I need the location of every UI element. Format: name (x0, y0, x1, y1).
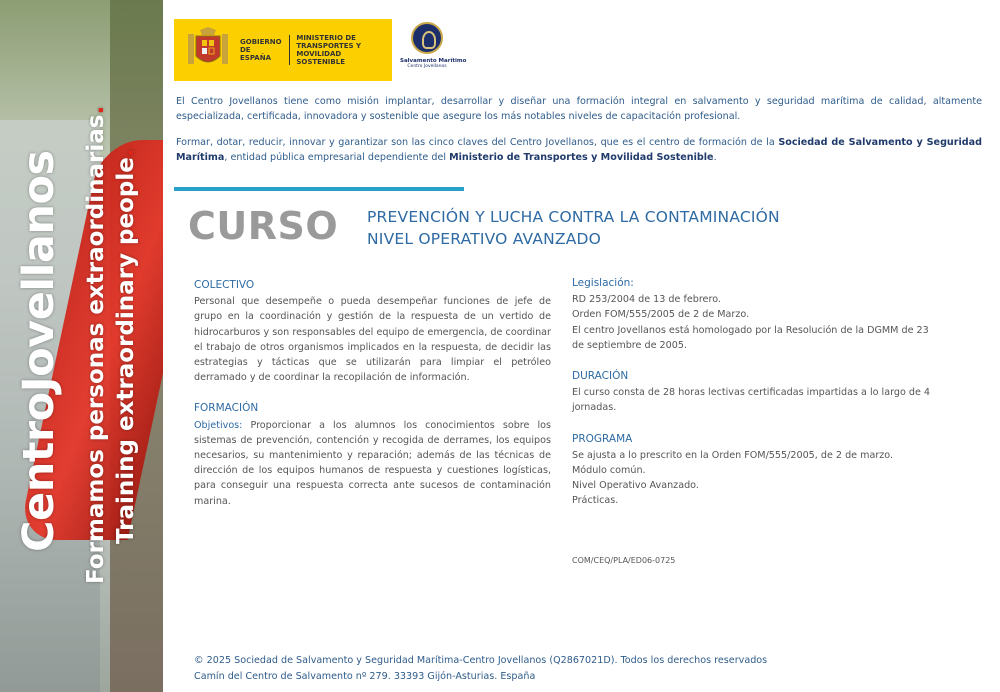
footer (194, 653, 767, 685)
side-photo (0, 0, 163, 692)
duracion-text: El curso consta de 28 horas lectivas certificadas impartidas a lo largo de 4 jornadas. (572, 387, 931, 414)
colectivo-heading: COLECTIVO (194, 279, 255, 291)
gobierno-label: GOBIERNO DE ESPAÑA (240, 38, 282, 62)
curso-label: CURSO (188, 204, 339, 248)
intro-mission: El Centro Jovellanos tiene como misión implantar, desarrollar y diseñar una formación integral en salvamento y seguridad marítima de calidad, altamente especializada, certificada, innovadora y sostenible que asegure los más notables niveles de capacitación profesional. (176, 96, 982, 122)
course-title-line1: PREVENCIÓN Y LUCHA CONTRA LA CONTAMINACIÓN (367, 208, 780, 226)
salvamento-emblem-icon (411, 22, 443, 54)
programa-item: Se ajusta a lo prescrito en la Orden FOM/555/2005, de 2 de marzo. (572, 449, 894, 461)
formacion-heading: FORMACIÓN (194, 402, 259, 415)
intro-keys: Formar, dotar, reducir, innovar y garantizar son las cinco claves del Centro Jovellanos, que es el centro de formación de la Sociedad de Salvamento y Seguridad Marítima, entidad pública empresarial dependiente del Ministerio de Transportes y Movilidad Sostenible. (176, 137, 982, 163)
footer-address: Camín del Centro de Salvamento nº 279. 33393 Gijón-Asturias. España (194, 671, 536, 682)
link-sociedad: Sociedad de Salvamento y Seguridad Marítima (176, 137, 982, 163)
left-column (194, 278, 551, 525)
colectivo-text: Personal que desempeñe o pueda desempeñar funciones de jefe de grupo en la coordinación y gestión de la respuesta de un vertido de hidrocarburos y son responsables del equipo de emergencia, de coordinar el trabajo de otros organismos implicados en la respuesta, de decidir las estrategias y tácticas que se utilizarán para limpiar el petróleo derramado y de coordinar la recopilación de información. (194, 296, 551, 384)
programa-heading: PROGRAMA (572, 432, 633, 445)
footer-copyright: © 2025 Sociedad de Salvamento y Seguridad Marítima-Centro Jovellanos (Q2867021D). Todos los derechos reservados (194, 655, 768, 666)
document-code: COM/CEQ/PLA/ED06-0725 (572, 556, 676, 565)
gov-divider (289, 35, 290, 65)
gobierno-logo (174, 19, 392, 81)
leg-item: Orden FOM/555/2005 de 2 de Marzo. (572, 309, 750, 321)
brand-vertical: CentroJovellanos (14, 150, 64, 552)
leg-item: El centro Jovellanos está homologado por la Resolución de la DGMM de 23 de septiembre de 2005. (572, 324, 929, 351)
duracion-heading: DURACIÓN (572, 370, 629, 383)
coat-of-arms-icon (184, 26, 232, 74)
programa-item: Módulo común. (572, 465, 646, 477)
programa-item: Nivel Operativo Avanzado. (572, 480, 699, 492)
course-title-line2: NIVEL OPERATIVO AVANZADO (367, 230, 602, 248)
leg-item: RD 253/2004 de 13 de febrero. (572, 294, 721, 306)
legislacion-heading: Legislación: (572, 277, 634, 289)
ministerio-label: MINISTERIO DE TRANSPORTES Y MOVILIDAD SOSTENIBLE (296, 34, 362, 66)
course-title (367, 206, 780, 250)
objetivos-text: Objetivos: Proporcionar a los alumnos los conocimientos sobre los sistemas de prevención, contención y recogida de derrames, los equipos necesarios, su mantenimiento y reparación; además de las técnicas de dirección de los equipos humanos de respuesta y cuestiones logísticas, para conseguir una respuesta correcta ante sucesos de contaminación marina. (194, 419, 551, 507)
tagline-en: Training extraordinary people. (113, 148, 139, 544)
objetivos-label: Objetivos: (194, 419, 243, 431)
right-column (572, 276, 942, 525)
programa-item: Prácticas. (572, 495, 619, 507)
salvamento-sub: Centro Jovellanos (407, 64, 447, 69)
salvamento-name: Salvamento Marítimo (400, 58, 467, 64)
section-divider (174, 187, 464, 191)
salvamento-logo (400, 22, 467, 82)
tagline-es: Formamos personas extraordinarias. (83, 105, 109, 584)
link-ministerio: Ministerio de Transportes y Movilidad Sostenible (449, 152, 714, 163)
